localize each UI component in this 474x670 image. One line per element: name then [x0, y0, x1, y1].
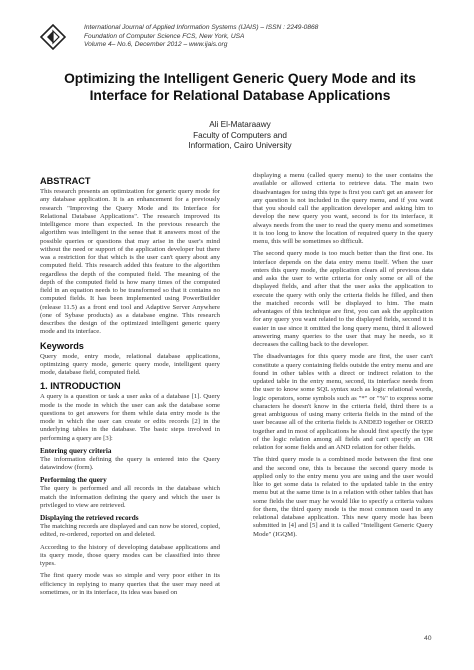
subheading-performing-query: Performing the query [40, 476, 107, 485]
title-line-2: Interface for Relational Database Applications [89, 88, 391, 103]
right-column [253, 172, 433, 543]
journal-info [84, 24, 318, 50]
subheading-displaying-records: Displaying the retrieved records [40, 514, 139, 522]
paper-title [40, 70, 440, 104]
page-number: 40 [424, 635, 432, 642]
abstract-heading: ABSTRACT [40, 176, 91, 186]
left-column [40, 172, 220, 601]
author-name: Ali El-Mataraawy [209, 120, 271, 129]
author-block [40, 120, 440, 152]
right-paragraph-2: The second query mode is too much better than the first one. Its interface depends on the data entry menu itself. When the user enters this query mode, the application clears all of previous data and asks the user to write criteria for only some or all of the displayed fields, and after that the user asks the application to execute the query with only the criteria fields he filled, and then the matched records will be displayed to him. The main advantages of this technique are first, you can ask the application for any query you want related to the displayed fields, second it is easier in use since it omitted the long query menu, third it allowed answering many queries to the user that may he needs, so it decreases the calling back to the developer. [253, 250, 433, 348]
journal-header [40, 24, 440, 68]
right-paragraph-3: The disadvantages for this query mode are first, the user can't constitute a query containing fields outside the entry menu and are found in other tables with a direct or indirect relation to the updated table in the entry menu, second, its interface needs from the user to know some SQL syntax such as logic relational words, logic operators, some symbols such as "*" or "%" to express some characters he doesn't know in the criteria field, third there is a great ambiguous of using many criteria fields in the mind of the user because all of the criteria fields is ANDED together or ORED together and in most of applications he should first specify the type of the logic relation among all fields and can't specify an OR relation for some fields and an AND relation for other fields. [253, 353, 433, 451]
displaying-records-text: The matching records are displayed and can now be stored, copied, edited, re-ordered, reported on and deleted. [40, 523, 220, 539]
first-query-mode-paragraph: The first query mode was so simple and very poor either in its efficiency in replying to many queries that the user may need at sometimes, or in its interface, its idea was based on [40, 572, 220, 596]
subheading-entering-criteria: Entering query criteria [40, 446, 112, 455]
journal-line-2: Foundation of Computer Science FCS, New York, USA [84, 32, 245, 40]
title-line-1: Optimizing the Intelligent Generic Query Mode and its [64, 71, 416, 86]
history-paragraph: According to the history of developing database applications and its query mode, those query modes can be classified into three types. [40, 543, 220, 567]
entering-criteria-text: The information defining the query is entered into the Query datawindow (form). [40, 455, 220, 471]
right-paragraph-1: displaying a menu (called query menu) to the user contains the available or allowed criteria to retrieve data. The main two disadvantages for using this type is first you can't get an answer for any question is not included in the query menu, and if you want that you should call the application developer and asking him to develop the new query you want, second is for its interface, it always needs from the user to read the query menu and sometimes it is too long to know the location of required query in the query menu, this will be sometimes so difficult. [253, 172, 433, 245]
right-paragraph-4: The third query mode is a combined mode between the first one and the second one, this is because the second query mode is applied only to the entry menu you are using and the user would like to get some data is related to the updated table in the entry menu but at the same time is in a relation with other tables that has some fields the user may he would like to specify a criteria values for them, the third query mode is the most common used in any relational database application. This new query mode has been submitted in [4] and [5] and it is called "Intelligent Generic Query Mode" (IGQM). [253, 456, 433, 538]
affiliation-line-1: Faculty of Computers and [193, 130, 287, 140]
introduction-heading: 1. INTRODUCTION [40, 381, 121, 392]
performing-query-text: The query is performed and all records in the database which match the information defining the query and which the user is privileged to view are retrieved. [40, 485, 220, 509]
journal-line-1: International Journal of Applied Information Systems (IJAIS) – ISSN : 2249-0868 [84, 24, 319, 31]
keywords-heading: Keywords [40, 340, 84, 351]
keywords-text: Query mode, entry mode, relational database applications, optimizing query mode, generic query mode, intelligent query mode, database field, computed field. [40, 352, 220, 376]
abstract-text: This research presents an optimization for generic query mode for any database application. It is an enhancement for a previously research "Improving the Query Mode and its Interface for Relational Database Applications". The research improved its intelligence more than expected. In the previous research the algorithm was intelligent in the sense that it answers most of the possible queries or questions that may arise in the user's mind without the need or support of the application developer but there was a restriction for that which is the user can't query about any computed field. This research added this feature to the algorithm regardless the depth of the computed field. The meaning of the depth of the computed field is how many times of the computed field in an equation needs to be transformed so that it contains no computed fields. It has been implemented using PowerBuilder (release 11.5) as a front end tool and Adaptive Server Anywhere (one of Sybase products) as a database engine. This research describes the design of the optimized intelligent generic query mode and its interface. [40, 188, 220, 336]
affiliation-line-2: Information, Cairo University [188, 141, 292, 150]
introduction-text: A query is a question or task a user asks of a database [1]. Query mode is the mode in which the user can ask the database some questions to get answers for them while data entry mode is the mode in which the user can create or edits records [2] in the underlying tables in the database. The basic steps involved in performing a query are [3]: [40, 393, 220, 442]
journal-line-3: Volume 4– No.6, December 2012 – www.ijais.org [84, 41, 228, 49]
journal-logo-icon [40, 24, 66, 50]
